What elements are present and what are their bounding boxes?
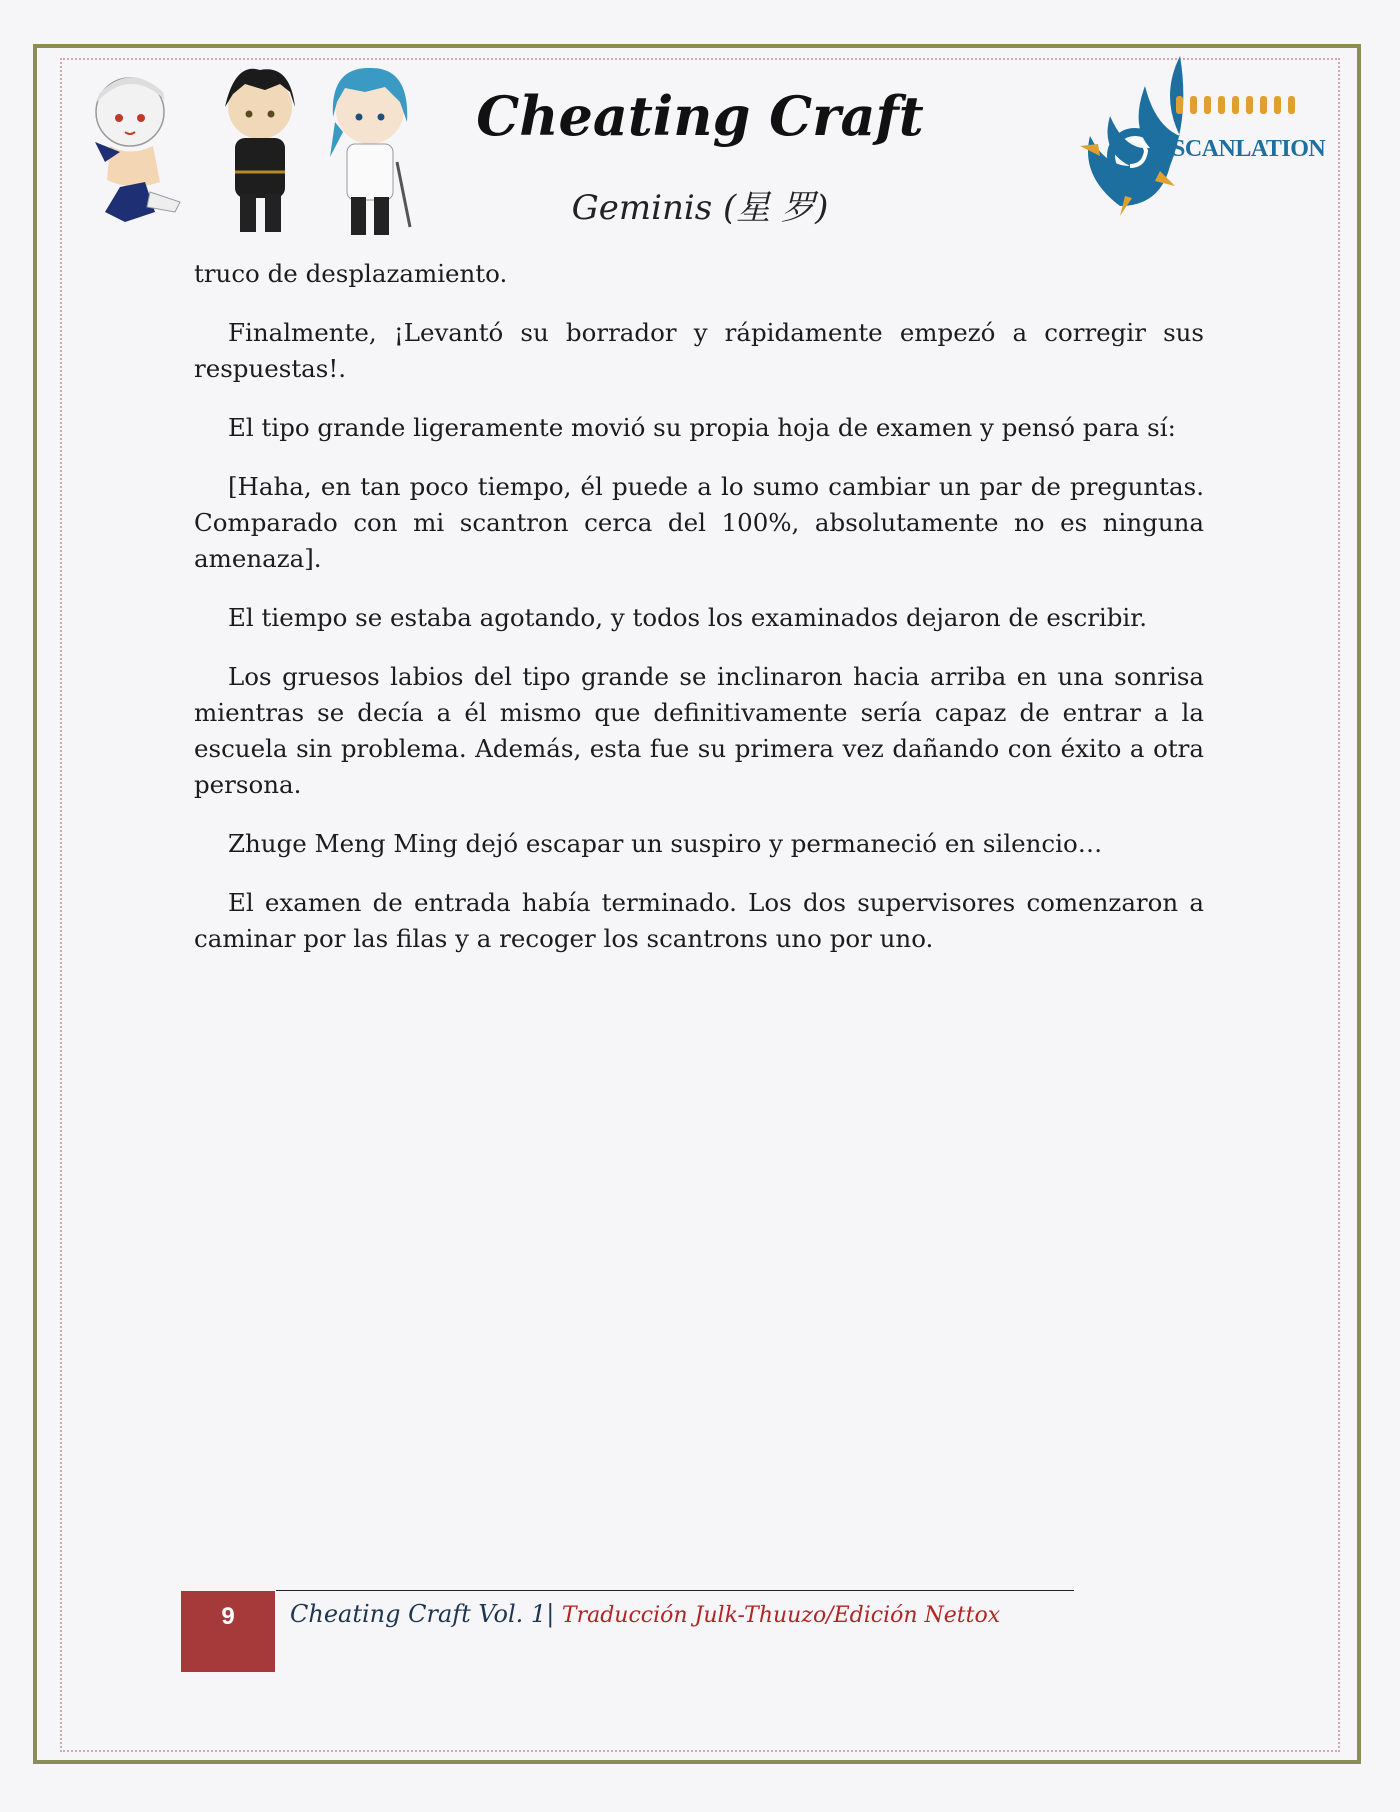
footer-book-title: Cheating Craft Vol. 1 [290,1600,547,1628]
chibi-character-blue-hair [330,68,410,235]
document-body [194,256,1204,980]
paragraph: Los gruesos labios del tipo grande se inclinaron hacia arriba en una sonrisa mientras se decía a él mismo que definitivamente sería capaz de entrar a la escuela sin problema. Además, esta fue su primera vez dañando con éxito a otra persona. [194,662,1204,799]
paragraph: Zhuge Meng Ming dejó escapar un suspiro y permaneció en silencio… [228,829,1103,858]
logo-text: SCANLATION [1172,136,1326,162]
footer-credit: Traducción Julk-Thuuzo/Edición Nettox [561,1603,1001,1628]
page-number-badge [181,1591,275,1672]
logo-emblem-icon [1080,56,1183,216]
document-subtitle: Geminis (星 罗) [571,188,829,228]
chibi-characters-illustration [85,62,425,242]
paragraph: [Haha, en tan poco tiempo, él puede a lo sumo cambiar un par de preguntas. Comparado con mi scantron cerca del 100%, absolutamente no es ninguna amenaza]. [194,472,1204,573]
logo-stripes-icon [1176,96,1295,114]
paragraph: El tipo grande ligeramente movió su propia hoja de examen y pensó para sí: [228,413,1176,442]
footer-separator: | [546,1600,562,1628]
paragraph: truco de desplazamiento. [194,259,508,288]
paragraph: El examen de entrada había terminado. Los dos supervisores comenzaron a caminar por las filas y a recoger los scantrons uno por uno. [194,888,1204,953]
page-number: 9 [221,1603,235,1630]
footer-divider [276,1590,1074,1591]
paragraph: Finalmente, ¡Levantó su borrador y rápidamente empezó a corregir sus respuestas!. [194,318,1204,383]
chibi-character-black-hair [225,69,295,232]
paragraph: El tiempo se estaba agotando, y todos los examinados dejaron de escribir. [228,603,1148,632]
document-title: Cheating Craft [476,84,924,148]
chibi-character-white-hair [95,77,180,222]
footer-text [290,1600,1000,1628]
